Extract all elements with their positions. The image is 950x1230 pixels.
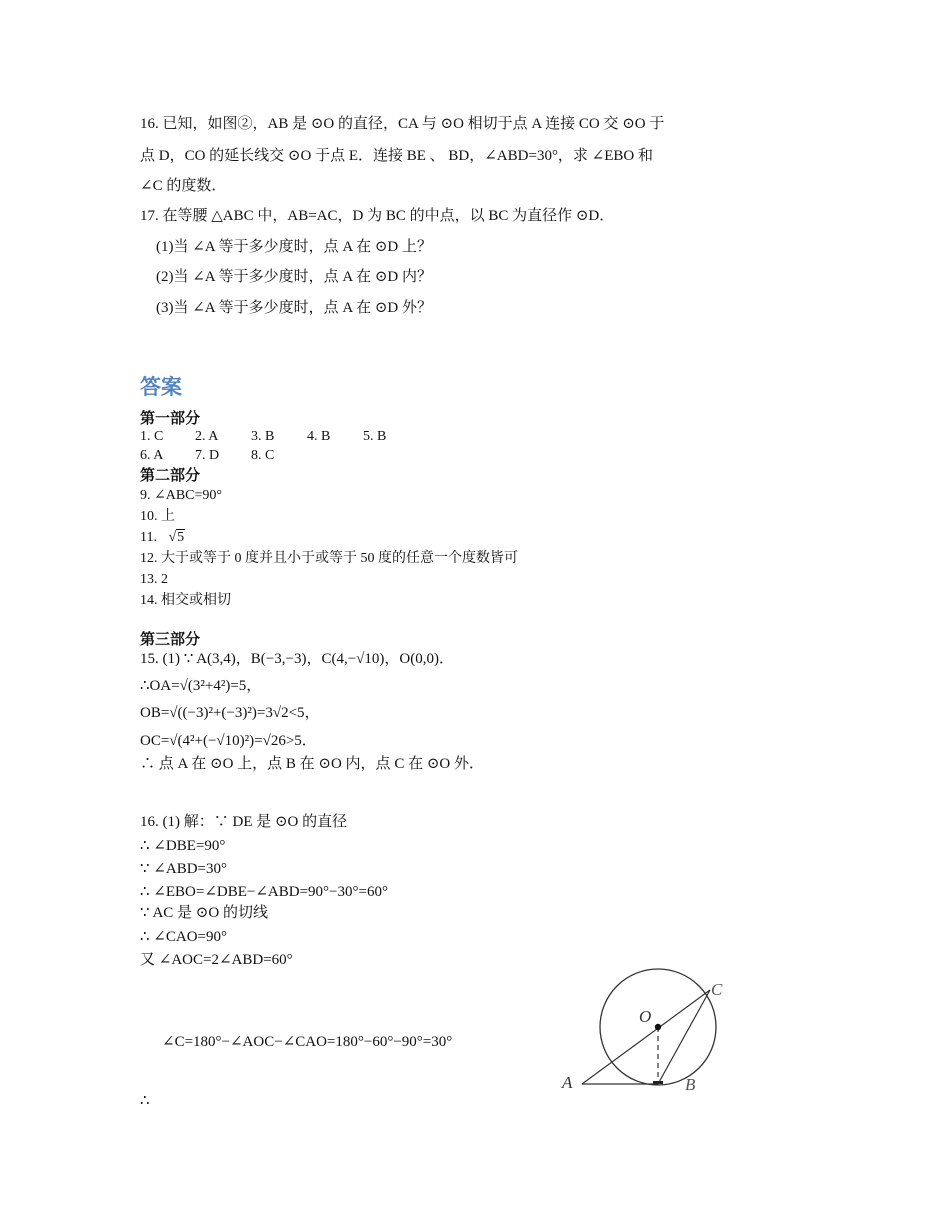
- part1-row-2: [140, 447, 274, 465]
- solution-16-line-2: ∴ ∠DBE=90°: [140, 838, 226, 854]
- answer-11-number: 11.: [140, 530, 157, 545]
- answer-13: 13. 2: [140, 572, 168, 587]
- answer-11: [140, 529, 185, 547]
- problem-16-line-2: 点 D，CO 的延长线交 ⊙O 于点 E．连接 BE 、 BD，∠ABD=30°，求 ∠EBO 和: [140, 148, 654, 164]
- label-c: C: [711, 980, 723, 999]
- line-b-c: [658, 990, 710, 1084]
- answer-2: 2. A: [195, 429, 219, 444]
- right-angle-mark: [653, 1081, 663, 1084]
- answer-10: 10. 上: [140, 509, 175, 524]
- answer-8: 8. C: [251, 448, 275, 463]
- solution-15-line-1: 15. (1) ∵ A(3,4)，B(−3,−3)，C(4,−√10)，O(0,0)．: [140, 651, 454, 667]
- label-o: O: [639, 1007, 652, 1026]
- solution-16-line-7: 又 ∠AOC=2∠ABD=60°: [140, 952, 293, 968]
- solution-16-line-4: ∴ ∠EBO=∠DBE−∠ABD=90°−30°=60°: [140, 884, 388, 900]
- part3-title: 第三部分: [140, 630, 201, 648]
- center-point-o: [655, 1024, 661, 1030]
- problem-17-line-1: 17. 在等腰 △ABC 中，AB=AC，D 为 BC 的中点，以 BC 为直径作 ⊙D．: [140, 208, 615, 224]
- part1-title: 第一部分: [140, 409, 201, 427]
- solution-15-line-2: ∴OA=√(3²+4²)=5，: [140, 678, 262, 694]
- answer-14: 14. 相交或相切: [140, 593, 231, 608]
- solution-16-line-6: ∴ ∠CAO=90°: [140, 929, 227, 945]
- label-a: A: [562, 1073, 573, 1092]
- solution-15-line-4: OC=√(4²+(−√10)²)=√26>5．: [140, 733, 317, 749]
- answer-11-radicand: 5: [177, 530, 185, 545]
- part1-row-1: [140, 428, 386, 446]
- sqrt-sign-icon: √: [168, 530, 177, 545]
- problem-17-question-2: (2)当 ∠A 等于多少度时，点 A 在 ⊙D 内？: [156, 269, 432, 285]
- solution-16-line-5: ∵ AC 是 ⊙O 的切线: [140, 905, 268, 921]
- answer-3: 3. B: [251, 429, 275, 444]
- problem-17-question-1: (1)当 ∠A 等于多少度时，点 A 在 ⊙D 上？: [156, 239, 432, 255]
- solution-16-line-1: 16. (1) 解：∵ DE 是 ⊙O 的直径: [140, 814, 348, 830]
- answer-9: 9. ∠ABC=90°: [140, 488, 223, 503]
- solution-15-line-5: ∴ 点 A 在 ⊙O 上，点 B 在 ⊙O 内，点 C 在 ⊙O 外．: [140, 756, 484, 772]
- geometry-figure: [560, 966, 730, 1096]
- problem-17-question-3: (3)当 ∠A 等于多少度时，点 A 在 ⊙D 外？: [156, 300, 432, 316]
- problem-16-line-1: 16. 已知，如图②，AB 是 ⊙O 的直径，CA 与 ⊙O 相切于点 A 连接 CO 交 ⊙O 于: [140, 116, 665, 132]
- answers-heading: 答案: [140, 375, 182, 399]
- solution-15-line-3: OB=√((−3)²+(−3)²)=3√2<5，: [140, 705, 320, 721]
- answer-7: 7. D: [195, 448, 220, 463]
- solution-16-line-9: ∴: [140, 1093, 150, 1109]
- answer-1: 1. C: [140, 429, 164, 444]
- solution-16-line-8: ∠C=180°−∠AOC−∠CAO=180°−60°−90°=30°: [162, 1034, 453, 1050]
- label-b: B: [685, 1075, 696, 1094]
- answer-5: 5. B: [363, 429, 387, 444]
- part2-title: 第二部分: [140, 466, 201, 484]
- answer-4: 4. B: [307, 429, 331, 444]
- answer-12: 12. 大于或等于 0 度并且小于或等于 50 度的任意一个度数皆可: [140, 551, 518, 566]
- solution-16-line-3: ∵ ∠ABD=30°: [140, 861, 227, 877]
- problem-16-line-3: ∠C 的度数．: [140, 178, 227, 194]
- answer-6: 6. A: [140, 448, 164, 463]
